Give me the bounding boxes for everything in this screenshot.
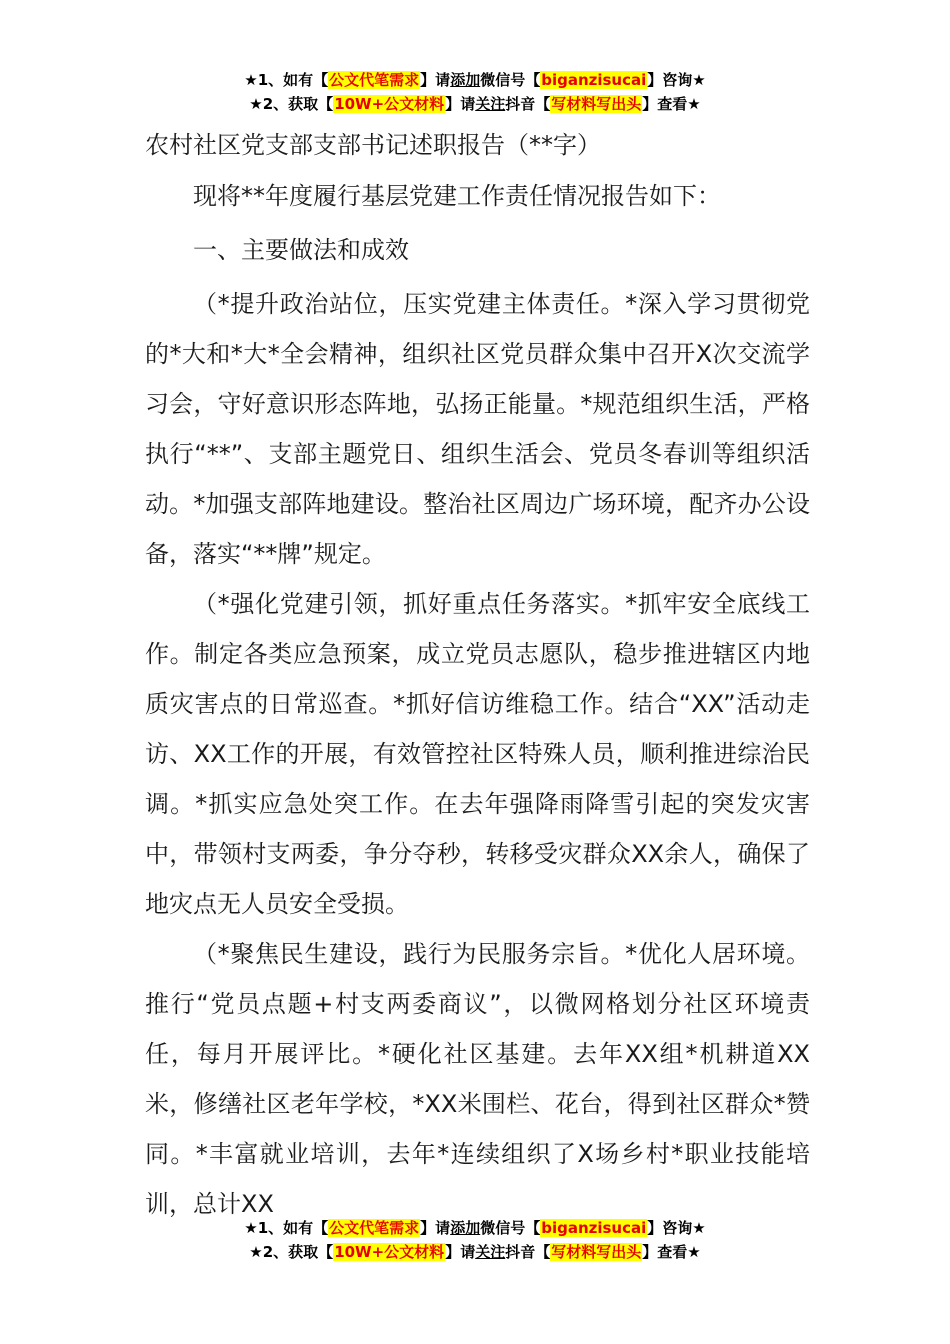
banner-text: 】请 bbox=[445, 1243, 476, 1261]
banner-highlight: 写材料写出头 bbox=[551, 95, 642, 113]
banner-text: 】请 bbox=[445, 95, 476, 113]
banner-text: ★1、如有【 bbox=[244, 1219, 329, 1237]
banner-text: ★2、获取【 bbox=[249, 1243, 334, 1261]
banner-text: 】请 bbox=[420, 71, 451, 89]
banner-text: ★1、如有【 bbox=[244, 71, 329, 89]
body-paragraph: （*提升政治站位，压实党建主体责任。*深入学习贯彻党的*大和*大*全会精神，组织社区党员群众集中召开X次交流学习会，守好意识形态阵地，弘扬正能量。*规范组织生活，严格执行“**”、支部主题党日、组织生活会、党员冬春训等组织活动。*加强支部阵地建设。整治社区周边广场环境，配齐办公设备，落实“**牌”规定。 bbox=[145, 290, 810, 568]
banner-text: 】查看★ bbox=[642, 1243, 701, 1261]
document-body bbox=[145, 121, 810, 1229]
banner-highlight: 10W+公文材料 bbox=[334, 1243, 445, 1261]
banner-text: 】请 bbox=[420, 1219, 451, 1237]
section-heading: 一、主要做法和成效 bbox=[193, 236, 409, 264]
body-paragraph: （*聚焦民生建设，践行为民服务宗旨。*优化人居环境。推行“党员点题+村支两委商议”，以微网格划分社区环境责任，每月开展评比。*硬化社区基建。去年XX组*机耕道XX米，修缮社区老年学校，*XX米围栏、花台，得到社区群众*赞同。*丰富就业培训，去年*连续组织了X场乡村*职业技能培训，总计XX bbox=[145, 940, 810, 1218]
banner-underline: 关注 bbox=[475, 1243, 506, 1261]
banner-text: 】咨询★ bbox=[647, 71, 706, 89]
banner-line-1 bbox=[0, 69, 950, 93]
banner-highlight: 公文代笔需求 bbox=[329, 1219, 420, 1237]
banner-text: 微信号【 bbox=[480, 71, 541, 89]
document-title: 农村社区党支部支部书记述职报告（**字） bbox=[145, 131, 601, 159]
banner-underline: 关注 bbox=[475, 95, 506, 113]
banner-text: 】咨询★ bbox=[647, 1219, 706, 1237]
banner-underline: 添加 bbox=[450, 71, 481, 89]
banner-highlight: 10W+公文材料 bbox=[334, 95, 445, 113]
top-banner bbox=[0, 69, 950, 117]
intro-paragraph: 现将**年度履行基层党建工作责任情况报告如下： bbox=[193, 182, 721, 210]
banner-highlight: 公文代笔需求 bbox=[329, 71, 420, 89]
banner-line-2 bbox=[0, 1241, 950, 1265]
banner-text: 抖音【 bbox=[505, 1243, 551, 1261]
banner-text: 】查看★ bbox=[642, 95, 701, 113]
banner-highlight: 写材料写出头 bbox=[551, 1243, 642, 1261]
banner-highlight: biganzisucai bbox=[541, 1219, 647, 1237]
banner-line-2 bbox=[0, 93, 950, 117]
banner-text: ★2、获取【 bbox=[249, 95, 334, 113]
banner-text: 抖音【 bbox=[505, 95, 551, 113]
banner-underline: 添加 bbox=[450, 1219, 481, 1237]
bottom-banner bbox=[0, 1217, 950, 1265]
banner-text: 微信号【 bbox=[480, 1219, 541, 1237]
banner-highlight: biganzisucai bbox=[541, 71, 647, 89]
banner-line-1 bbox=[0, 1217, 950, 1241]
body-paragraph: （*强化党建引领，抓好重点任务落实。*抓牢安全底线工作。制定各类应急预案，成立党员志愿队，稳步推进辖区内地质灾害点的日常巡查。*抓好信访维稳工作。结合“XX”活动走访、XX工作的开展，有效管控社区特殊人员，顺利推进综治民调。*抓实应急处突工作。在去年强降雨降雪引起的突发灾害中，带领村支两委，争分夺秒，转移受灾群众XX余人，确保了地灾点无人员安全受损。 bbox=[145, 590, 810, 918]
